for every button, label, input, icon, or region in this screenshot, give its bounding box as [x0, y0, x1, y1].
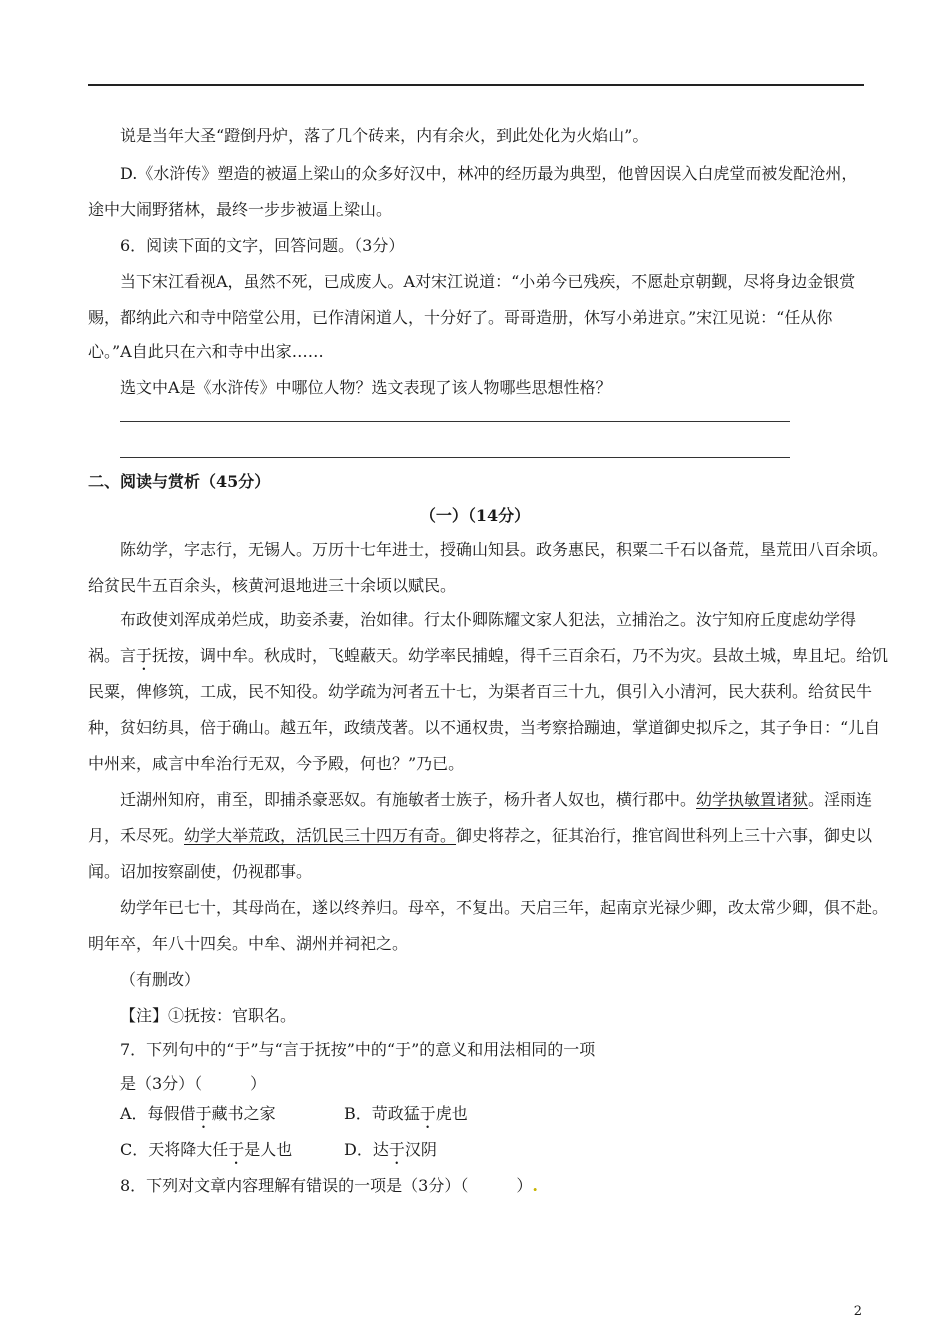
passage-line-11: 幼学年已七十，其母尚在，遂以终养归。母卒，不复出。天启三年，起南京光禄少卿，改太常少卿，俱不赴。	[120, 898, 889, 917]
q7-b-text: B．苛政猛	[344, 1104, 420, 1123]
q5-option-d-line1: D.《水浒传》塑造的被逼上梁山的众多好汉中，林冲的经历最为典型，他曾因误入白虎堂而被发配沧州，	[120, 164, 858, 183]
passage-line-10: 闻。诏加按察副使，仍视郡事。	[88, 862, 313, 881]
passage-line-7: 中州来，咸言中牟治行无双，今予殿，何也？”乃已。	[88, 754, 465, 773]
passage-line-9	[88, 826, 872, 846]
q7-stem: 7．下列句中的“于”与“言于抚按”中的“于”的意义和用法相同的一项	[120, 1040, 596, 1059]
answer-line-2[interactable]	[120, 457, 790, 458]
header-rule	[88, 84, 864, 86]
page-number: 2	[853, 1304, 862, 1319]
q7-d-text: D．达	[344, 1140, 389, 1159]
q7-b-text-end: 虎也	[435, 1104, 468, 1123]
section-heading: 二、阅读与赏析（45分）	[88, 472, 271, 491]
q7-c-text: C．天将降大任	[120, 1140, 229, 1159]
emphasized-yu: 于	[136, 646, 153, 665]
passage-line-1: 陈幼学，字志行，无锡人。万历十七年进士，授确山知县。政务惠民，积粟二千石以备荒，垦荒田八百余顷。	[120, 540, 889, 559]
passage-line-2: 给贫民牛五百余头，核黄河退地进三十余顷以赋民。	[88, 576, 457, 595]
q7-a-text-end: 藏书之家	[211, 1104, 276, 1123]
q7-option-a[interactable]	[120, 1104, 276, 1132]
q7-c-emphasis: 于	[228, 1140, 245, 1159]
q6-passage-line2: 赐，都纳此六和寺中陪堂公用，已作清闲道人，十分好了。哥哥造册，休写小弟进京。”宋江见说：“任从你	[88, 308, 833, 327]
passage-line-4-c: 抚按，调中牟。秋成时，飞蝗蔽天。幼学率民捕蝗，得千三百余石，乃不为灾。县故土城，卑且圮。给饥	[152, 646, 889, 665]
underlined-sentence-1: 幼学执敏置诸狱	[696, 790, 809, 809]
annotation-note: 【注】①抚按：官职名。	[120, 1006, 297, 1025]
q8-stem	[120, 1176, 538, 1196]
q7-d-emphasis: 于	[388, 1140, 405, 1159]
q6-stem: 6．阅读下面的文字，回答问题。（3分）	[120, 236, 405, 255]
q7-a-emphasis: 于	[195, 1104, 212, 1123]
q5-c-continuation: 说是当年大圣“蹬倒丹炉，落了几个砖来，内有余火，到此处化为火焰山”。	[120, 126, 649, 145]
passage-line-9-c: 御史将荐之，征其治行，推官阎世科列上三十六事，御史以	[456, 826, 873, 845]
q7-option-d[interactable]	[344, 1140, 437, 1168]
subsection-heading: （一）（14分）	[419, 506, 531, 525]
passage-line-5: 民粟，俾修筑，工成，民不知役。幼学疏为河者五十七，为渠者百三十九，俱引入小清河，民大获利。给贫民牛	[88, 682, 873, 701]
q7-stem-continued: 是（3分）（ ）	[120, 1074, 267, 1093]
q7-d-text-end: 汉阴	[404, 1140, 437, 1159]
q8-stem-text: 8．下列对文章内容理解有错误的一项是（3分）（ ）	[120, 1176, 533, 1195]
q7-b-emphasis: 于	[419, 1104, 436, 1123]
passage-line-3: 布政使刘浑成弟烂成，助妾杀妻，治如律。行太仆卿陈耀文家人犯法，立捕治之。汝宁知府丘度虑幼学得	[120, 610, 857, 629]
q6-question: 选文中A是《水浒传》中哪位人物？选文表现了该人物哪些思想性格？	[120, 378, 612, 397]
passage-line-9-a: 月，禾尽死。	[88, 826, 185, 845]
source-note: （有删改）	[120, 970, 201, 989]
q7-a-text: A．每假借	[120, 1104, 196, 1123]
q7-c-text-end: 是人也	[244, 1140, 293, 1159]
passage-line-4	[88, 646, 888, 674]
answer-line-1[interactable]	[120, 421, 790, 422]
q6-passage-line1: 当下宋江看视A，虽然不死，已成废人。A对宋江说道：“小弟今已残疾，不愿赴京朝觐，尽将身边金银赏	[120, 272, 856, 291]
q6-passage-line3: 心。”A自此只在六和寺中出家……	[88, 342, 324, 361]
passage-line-8-c: 。淫雨连	[808, 790, 873, 809]
passage-line-8	[120, 790, 872, 810]
passage-line-4-a: 祸。言	[88, 646, 137, 665]
passage-line-6: 种，贫妇纺具，倍于确山。越五年，政绩茂著。以不通权贵，当考察拾蹦迪，掌道御史拟斥之，其子争日：“儿自	[88, 718, 881, 737]
q7-option-b[interactable]	[344, 1104, 468, 1132]
q7-option-c[interactable]	[120, 1140, 292, 1168]
passage-line-8-a: 迁湖州知府，甫至，即捕杀豪恶奴。有施敏者士族子，杨升者人奴也，横行郡中。	[120, 790, 697, 809]
underlined-sentence-2: 幼学大举荒政，活饥民三十四万有奇。	[184, 826, 457, 845]
passage-line-12: 明年卒，年八十四矣。中牟、湖州并祠祀之。	[88, 934, 409, 953]
q8-mark: .	[532, 1176, 538, 1195]
q5-option-d-line2: 途中大闹野猪林，最终一步步被逼上梁山。	[88, 200, 393, 219]
